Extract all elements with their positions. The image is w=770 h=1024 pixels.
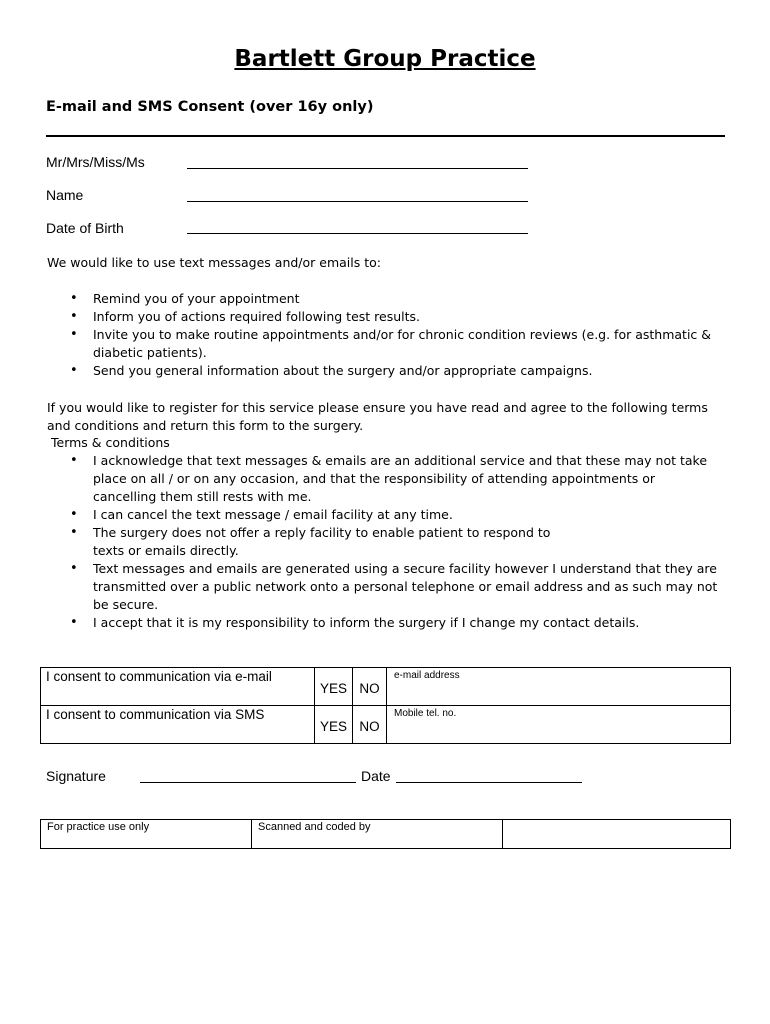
list-item: • Invite you to make routine appointments and/or for chronic condition reviews (e.g. for asthmatic & diabetic patients).: [46, 326, 736, 362]
scanned-coded-field[interactable]: [503, 820, 731, 849]
scanned-coded-label: Scanned and coded by: [252, 820, 503, 849]
purpose-list: [46, 290, 736, 380]
dob-input-line[interactable]: [187, 233, 528, 234]
list-item: • I acknowledge that text messages & emails are an additional service and that these may not take place on all / or on any occasion, and that the responsibility of attending appointments or cancelling them still rests with me.: [46, 452, 736, 506]
signature-line[interactable]: [140, 782, 356, 783]
name-input-line[interactable]: [187, 201, 528, 202]
email-no-option[interactable]: NO: [353, 668, 387, 706]
consent-table: [40, 667, 731, 744]
dob-label: Date of Birth: [46, 220, 124, 236]
name-label: Name: [46, 187, 84, 203]
list-item: • I can cancel the text message / email facility at any time.: [46, 506, 736, 524]
title-label: Mr/Mrs/Miss/Ms: [46, 154, 145, 170]
practice-use-table: [40, 819, 731, 849]
email-consent-label: I consent to communication via e-mail: [41, 668, 315, 706]
list-item: • I accept that it is my responsibility to inform the surgery if I change my contact details.: [46, 614, 736, 632]
sms-consent-label: I consent to communication via SMS: [41, 706, 315, 744]
table-row: [41, 706, 731, 744]
table-row: [41, 820, 731, 849]
list-item: • Text messages and emails are generated using a secure facility however I understand that they are transmitted over a public network onto a personal telephone or email address and as such may not be secure.: [46, 560, 736, 614]
practice-use-label: For practice use only: [41, 820, 252, 849]
email-yes-option[interactable]: YES: [315, 668, 353, 706]
page-title: Bartlett Group Practice: [234, 46, 536, 72]
title-input-line[interactable]: [187, 168, 528, 169]
sms-no-option[interactable]: NO: [353, 706, 387, 744]
signature-label: Signature: [46, 768, 106, 784]
register-text: If you would like to register for this service please ensure you have read and agree to the following terms and conditions and return this form to the surgery.: [47, 400, 708, 433]
list-item: • Remind you of your appointment: [46, 290, 736, 308]
list-item: • The surgery does not offer a reply facility to enable patient to respond to texts or emails directly.: [46, 524, 736, 560]
email-address-field[interactable]: e-mail address: [387, 668, 731, 706]
form-subtitle: E-mail and SMS Consent (over 16y only): [46, 99, 374, 115]
terms-list: [46, 452, 736, 632]
terms-heading: Terms & conditions: [51, 435, 170, 450]
list-item: • Inform you of actions required following test results.: [46, 308, 736, 326]
mobile-number-field[interactable]: Mobile tel. no.: [387, 706, 731, 744]
divider: [46, 135, 725, 137]
sms-yes-option[interactable]: YES: [315, 706, 353, 744]
intro-text: We would like to use text messages and/or emails to:: [47, 255, 382, 270]
date-label: Date: [361, 768, 391, 784]
list-item: • Send you general information about the surgery and/or appropriate campaigns.: [46, 362, 736, 380]
date-line[interactable]: [396, 782, 582, 783]
table-row: [41, 668, 731, 706]
